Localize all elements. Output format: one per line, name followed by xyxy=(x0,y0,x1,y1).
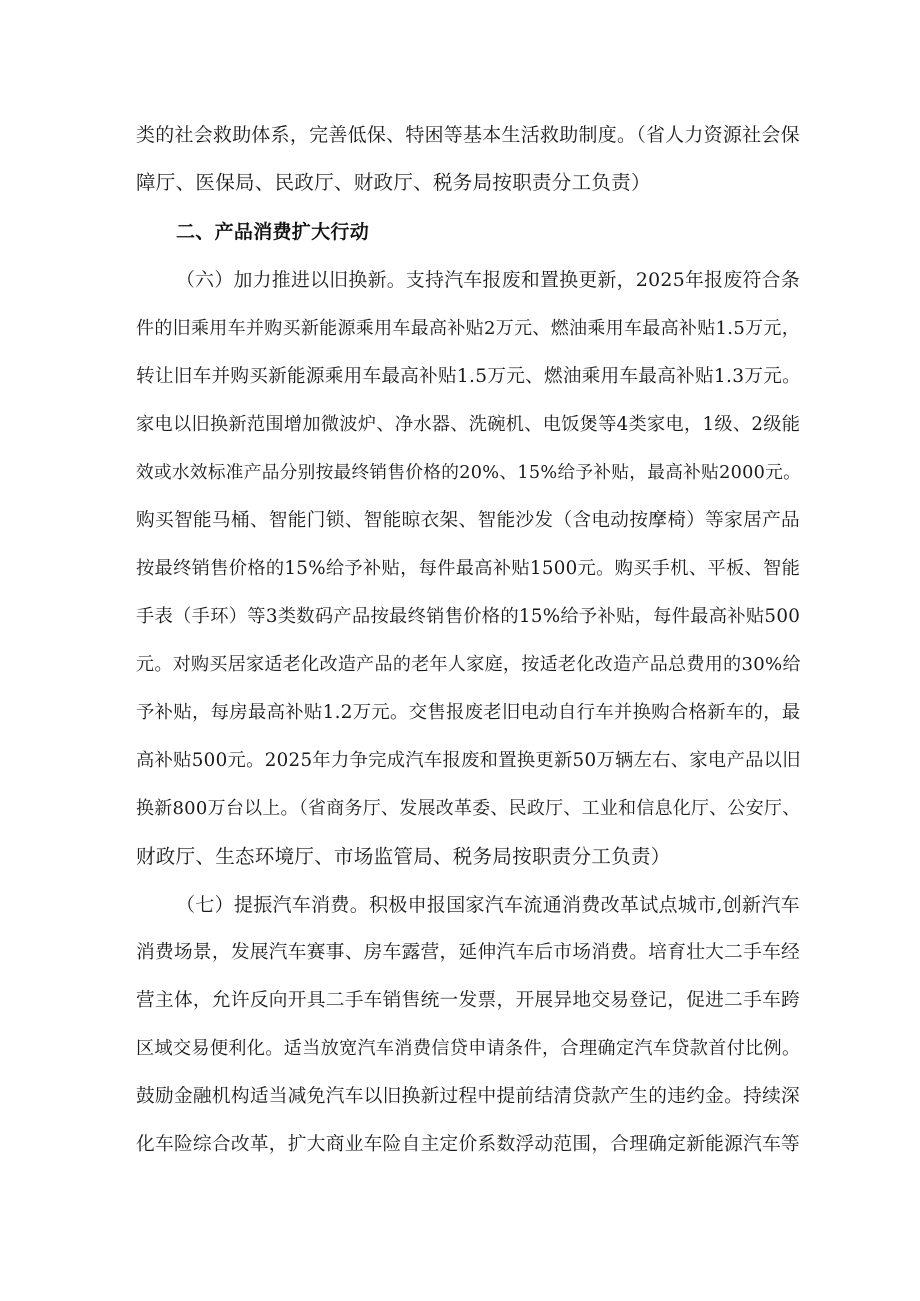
paragraph-line: 换新800万台以上。（省商务厅、发展改革委、民政厅、工业和信息化厅、公安厅、 xyxy=(136,798,801,819)
paragraph-line: （七）提振汽车消费。积极申报国家汽车流通消费改革试点城市,创新汽车 xyxy=(176,894,800,916)
paragraph-line: 家电以旧换新范围增加微波炉、净水器、洗碗机、电饭煲等4类家电，1级、2级能 xyxy=(136,414,801,435)
paragraph-line: 按最终销售价格的15%给予补贴，每件最高补贴1500元。购买手机、平板、智能 xyxy=(136,558,801,579)
paragraph-line: 财政厅、生态环境厅、市场监管局、税务局按职责分工负责） xyxy=(136,845,671,868)
paragraph-line: （六）加力推进以旧换新。支持汽车报废和置换更新，2025年报废符合条 xyxy=(176,269,800,291)
paragraph-line: 元。对购买居家适老化改造产品的老年人家庭，按适老化改造产品总费用的30%给 xyxy=(136,654,801,675)
section-heading: 二、产品消费扩大行动 xyxy=(176,221,370,243)
paragraph-line: 效或水效标准产品分别按最终销售价格的20%、15%给予补贴，最高补贴2000元。 xyxy=(136,463,802,483)
paragraph-line: 手表（手环）等3类数码产品按最终销售价格的15%给予补贴，每件最高补贴500 xyxy=(136,606,801,627)
paragraph-line: 高补贴500元。2025年力争完成汽车报废和置换更新50万辆左右、家电产品以旧 xyxy=(136,750,801,771)
paragraph-line: 类的社会救助体系，完善低保、特困等基本生活救助制度。（省人力资源社会保 xyxy=(136,124,800,146)
paragraph-line: 转让旧车并购买新能源乘用车最高补贴1.5万元、燃油乘用车最高补贴1.3万元。 xyxy=(136,366,801,387)
paragraph-line: 购买智能马桶、智能门锁、智能晾衣架、智能沙发（含电动按摩椅）等家居产品 xyxy=(136,510,801,531)
paragraph-line: 消费场景，发展汽车赛事、房车露营，延伸汽车后市场消费。培育壮大二手车经 xyxy=(136,942,801,963)
paragraph-line: 区域交易便利化。适当放宽汽车消费信贷申请条件，合理确定汽车贷款首付比例。 xyxy=(136,1038,801,1059)
paragraph-line: 予补贴，每房最高补贴1.2万元。交售报废老旧电动自行车并换购合格新车的，最 xyxy=(136,702,801,723)
paragraph-line: 化车险综合改革，扩大商业车险自主定价系数浮动范围，合理确定新能源汽车等 xyxy=(136,1134,801,1155)
paragraph-line: 障厅、医保局、民政厅、财政厅、税务局按职责分工负责） xyxy=(136,171,651,194)
paragraph-line: 件的旧乘用车并购买新能源乘用车最高补贴2万元、燃油乘用车最高补贴1.5万元， xyxy=(136,318,801,339)
paragraph-line: 营主体，允许反向开具二手车销售统一发票，开展异地交易登记，促进二手车跨 xyxy=(136,990,801,1011)
paragraph-line: 鼓励金融机构适当减免汽车以旧换新过程中提前结清贷款产生的违约金。持续深 xyxy=(136,1086,801,1107)
